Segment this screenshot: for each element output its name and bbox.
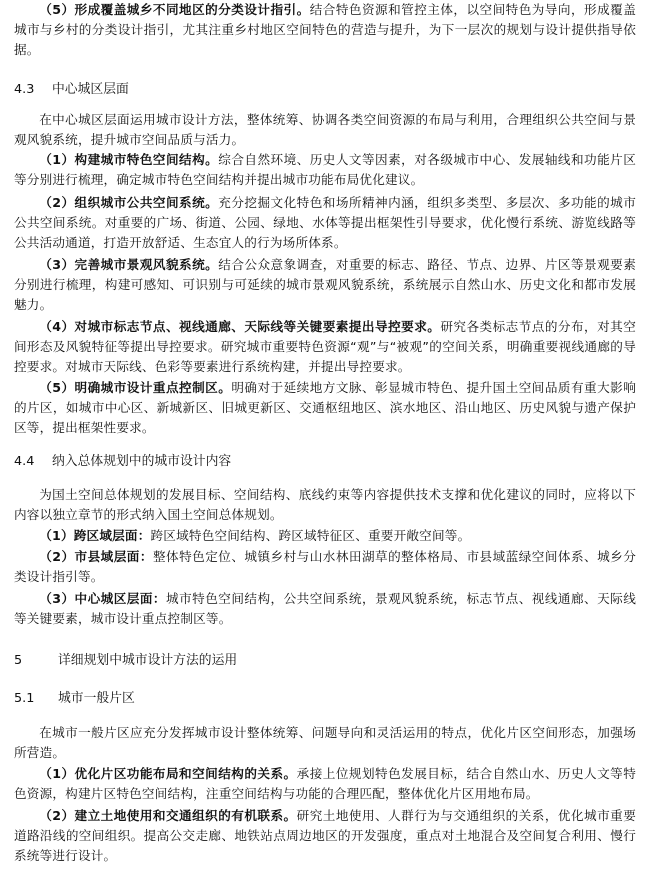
- paragraph-regional-guidance: [14, 0, 636, 61]
- paragraph-text: 研究各类标志节点的分布，对其空间形态及风貌特征等提出导控要求。研究城市重要特色资源“观”与“被观”的空间关系，明确重要视线通廊的导控要求。对城市天际线、色彩等要素进行系统构建，并提出导控要求。: [14, 319, 637, 375]
- paragraph-text: 整体特色定位、城镇乡村与山水林田湖草的整体格局、市县域蓝绿空间体系、城乡分类设计指引等。: [14, 549, 636, 585]
- paragraph-text: 城市特色空间结构，公共空间系统，景观风貌系统，标志节点、视线通廊、天际线等关键要素，城市设计重点控制区等。: [14, 591, 637, 627]
- paragraph-center-landscape: [14, 255, 636, 316]
- paragraph-51-function-layout: [14, 764, 636, 804]
- paragraph-44-cross-region: [14, 526, 636, 546]
- paragraph-lead: （4）对城市标志节点、视线通廊、天际线等关键要素提出导控要求。: [39, 319, 441, 334]
- paragraph-text: 跨区域特色空间结构、跨区域特征区、重要开敞空间等。: [150, 528, 471, 543]
- section-heading-4-3: [14, 80, 129, 100]
- paragraph-text: 研究土地使用、人群行为与交通组织的关系，优化城市重要道路沿线的空间组织。提高公交走廊、地铁站点周边地区的开发强度，重点对土地混合及空间复合利用、慢行系统等进行设计。: [14, 808, 636, 864]
- paragraph-center-intro: [14, 110, 636, 150]
- paragraph-text: 在城市一般片区应充分发挥城市设计整体统筹、问题导向和灵活运用的特点，优化片区空间形态，加强场所营造。: [14, 725, 636, 761]
- section-number: 5.1: [14, 691, 35, 706]
- section-title: 中心城区层面: [52, 82, 129, 97]
- paragraph-center-public-space: [14, 193, 636, 254]
- paragraph-text: 明确对于延续地方文脉、彰显城市特色、提升国土空间品质有重大影响的片区，如城市中心区、新城新区、旧城更新区、交通枢纽地区、滨水地区、沿山地区、历史风貌与遗产保护区等，提出框架性要求。: [14, 380, 637, 436]
- section-heading-5-1: [14, 689, 135, 709]
- paragraph-text: 在中心城区层面运用城市设计方法，整体统筹、协调各类空间资源的布局与利用，合理组织公共空间与景观风貌系统，提升城市空间品质与活力。: [14, 112, 636, 148]
- paragraph-lead: （2）组织城市公共空间系统。: [39, 195, 219, 210]
- paragraph-text: 结合特色资源和管控主体，以空间特色为导向，形成覆盖城市与乡村的分类设计指引，尤其注重乡村地区空间特色的营造与提升，为下一层次的规划与设计提供指导依据。: [14, 2, 636, 58]
- paragraph-text: 承接上位规划特色发展目标，结合自然山水、历史人文等特色资源，构建片区特色空间结构，注重空间结构与功能的合理匹配，整体优化片区用地布局。: [14, 766, 636, 802]
- paragraph-text: 充分挖掘文化特色和场所精神内涵，组织多类型、多层次、多功能的城市公共空间系统。对重要的广场、街道、公园、绿地、水体等提出框架性引导要求，优化慢行系统、游览线路等公共活动通道，打造开放舒适、生态宜人的行为场所体系。: [14, 195, 636, 251]
- paragraph-lead: （3）完善城市景观风貌系统。: [39, 257, 219, 272]
- section-number: 4.3: [14, 82, 35, 97]
- paragraph-lead: （2）建立土地使用和交通组织的有机联系。: [39, 808, 297, 823]
- paragraph-lead: （2）市县域层面：: [39, 549, 153, 564]
- section-title: 城市一般片区: [58, 691, 135, 706]
- section-title: 详细规划中城市设计方法的运用: [58, 653, 238, 668]
- paragraph-center-structure: [14, 150, 636, 190]
- paragraph-44-county: [14, 547, 636, 587]
- paragraph-center-key-elements: [14, 317, 636, 378]
- paragraph-44-center: [14, 589, 636, 629]
- paragraph-51-land-traffic: [14, 806, 636, 867]
- section-heading-5: [14, 651, 237, 671]
- paragraph-text: 结合公众意象调查，对重要的标志、路径、节点、边界、片区等景观要素分别进行梳理，构建可感知、可识别与可延续的城市景观风貌系统，系统展示自然山水、历史文化和都市发展魅力。: [14, 257, 636, 313]
- paragraph-lead: （5）形成覆盖城乡不同地区的分类设计指引。: [39, 2, 310, 17]
- paragraph-text: 为国土空间总体规划的发展目标、空间结构、底线约束等内容提供技术支撑和优化建议的同时，应将以下内容以独立章节的形式纳入国土空间总体规划。: [14, 487, 636, 523]
- section-heading-4-4: [14, 452, 231, 472]
- paragraph-text: 综合自然环境、历史人文等因素，对各级城市中心、发展轴线和功能片区等分别进行梳理，确定城市特色空间结构并提出城市功能布局优化建议。: [14, 152, 636, 188]
- paragraph-center-key-control: [14, 378, 636, 439]
- section-number: 5: [14, 653, 23, 668]
- paragraph-lead: （1）跨区域层面：: [39, 528, 151, 543]
- paragraph-lead: （1）优化片区功能布局和空间结构的关系。: [39, 766, 297, 781]
- paragraph-lead: （1）构建城市特色空间结构。: [39, 152, 219, 167]
- paragraph-51-intro: [14, 723, 636, 763]
- paragraph-lead: （5）明确城市设计重点控制区。: [39, 380, 232, 395]
- paragraph-44-intro: [14, 485, 636, 525]
- section-title: 纳入总体规划中的城市设计内容: [52, 454, 232, 469]
- section-number: 4.4: [14, 454, 35, 469]
- paragraph-lead: （3）中心城区层面：: [39, 591, 166, 606]
